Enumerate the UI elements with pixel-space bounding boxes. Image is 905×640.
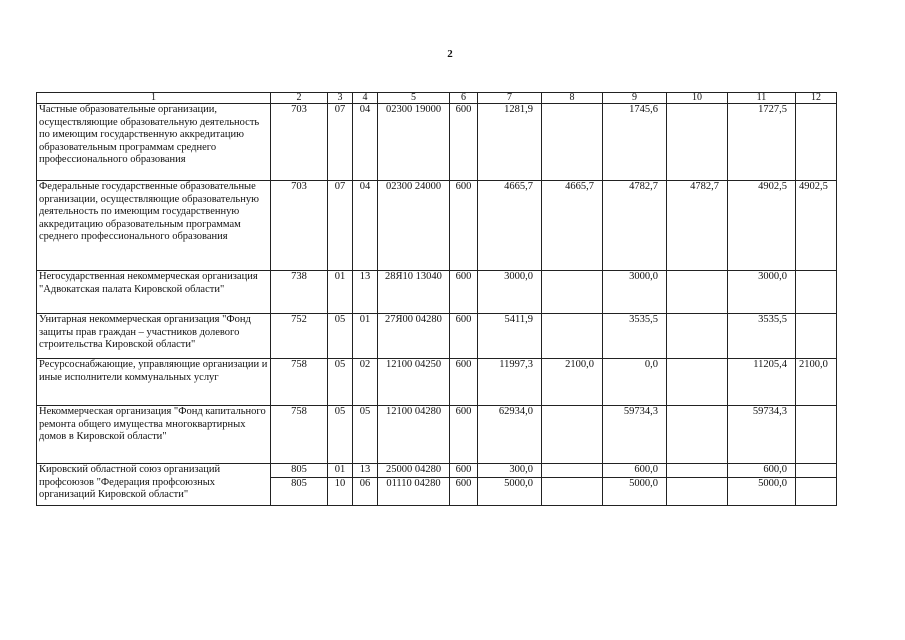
amount-cell [667, 464, 728, 478]
section-code: 07 [328, 104, 353, 181]
ministry-code: 738 [271, 271, 328, 314]
amount-cell [796, 478, 837, 506]
amount-cell: 3000,0 [603, 271, 667, 314]
amount-cell: 4665,7 [542, 181, 603, 271]
budget-table [36, 92, 837, 506]
amount-cell: 4902,5 [796, 181, 837, 271]
subsection-code: 05 [353, 406, 378, 464]
amount-cell [542, 314, 603, 359]
amount-cell: 11997,3 [478, 359, 542, 406]
section-code: 01 [328, 464, 353, 478]
expense-type-code: 600 [450, 464, 478, 478]
amount-cell: 5000,0 [478, 478, 542, 506]
amount-cell [542, 406, 603, 464]
column-header: 2 [271, 93, 328, 104]
table-row [37, 181, 837, 271]
expense-type-code: 600 [450, 478, 478, 506]
column-header: 3 [328, 93, 353, 104]
amount-cell [796, 104, 837, 181]
table-row [37, 359, 837, 406]
section-code: 05 [328, 314, 353, 359]
subsection-code: 13 [353, 271, 378, 314]
organization-name: Частные образовательные организации, осуществляющие образовательную деятельность по имеющим государственную аккредитацию образовательным программам среднего профессионального образования [37, 104, 271, 181]
amount-cell [542, 478, 603, 506]
subsection-code: 04 [353, 181, 378, 271]
amount-cell: 4902,5 [728, 181, 796, 271]
section-code: 05 [328, 406, 353, 464]
amount-cell: 1281,9 [478, 104, 542, 181]
amount-cell [542, 271, 603, 314]
table-row [37, 464, 837, 478]
ministry-code: 703 [271, 181, 328, 271]
organization-name: Негосударственная некоммерческая организация "Адвокатская палата Кировской области" [37, 271, 271, 314]
target-article-code: 01110 04280 [378, 478, 450, 506]
amount-cell [667, 359, 728, 406]
column-header: 8 [542, 93, 603, 104]
amount-cell: 11205,4 [728, 359, 796, 406]
column-header: 11 [728, 93, 796, 104]
expense-type-code: 600 [450, 406, 478, 464]
section-code: 07 [328, 181, 353, 271]
ministry-code: 758 [271, 406, 328, 464]
amount-cell: 62934,0 [478, 406, 542, 464]
ministry-code: 805 [271, 464, 328, 478]
amount-cell: 2100,0 [542, 359, 603, 406]
column-header: 4 [353, 93, 378, 104]
amount-cell: 600,0 [603, 464, 667, 478]
amount-cell [796, 314, 837, 359]
amount-cell [667, 104, 728, 181]
amount-cell: 1745,6 [603, 104, 667, 181]
target-article-code: 12100 04250 [378, 359, 450, 406]
expense-type-code: 600 [450, 104, 478, 181]
amount-cell: 5411,9 [478, 314, 542, 359]
table-row [37, 104, 837, 181]
amount-cell: 5000,0 [728, 478, 796, 506]
target-article-code: 28Я10 13040 [378, 271, 450, 314]
column-header: 6 [450, 93, 478, 104]
subsection-code: 06 [353, 478, 378, 506]
target-article-code: 02300 19000 [378, 104, 450, 181]
target-article-code: 25000 04280 [378, 464, 450, 478]
expense-type-code: 600 [450, 181, 478, 271]
amount-cell: 4782,7 [603, 181, 667, 271]
amount-cell: 300,0 [478, 464, 542, 478]
organization-name: Некоммерческая организация "Фонд капитального ремонта общего имущества многоквартирных домов в Кировской области" [37, 406, 271, 464]
organization-name: Кировский областной союз организаций профсоюзов "Федерация профсоюзных организаций Кировской области" [37, 464, 271, 506]
page-number: 2 [447, 48, 453, 60]
amount-cell: 5000,0 [603, 478, 667, 506]
amount-cell [667, 314, 728, 359]
amount-cell: 0,0 [603, 359, 667, 406]
amount-cell: 3000,0 [728, 271, 796, 314]
amount-cell [667, 478, 728, 506]
organization-name: Унитарная некоммерческая организация "Фонд защиты прав граждан – участников долевого строительства Кировской области" [37, 314, 271, 359]
amount-cell: 600,0 [728, 464, 796, 478]
amount-cell: 4782,7 [667, 181, 728, 271]
ministry-code: 805 [271, 478, 328, 506]
amount-cell [667, 271, 728, 314]
section-code: 05 [328, 359, 353, 406]
column-header: 10 [667, 93, 728, 104]
subsection-code: 01 [353, 314, 378, 359]
subsection-code: 04 [353, 104, 378, 181]
amount-cell [796, 271, 837, 314]
section-code: 01 [328, 271, 353, 314]
amount-cell [542, 464, 603, 478]
amount-cell: 1727,5 [728, 104, 796, 181]
target-article-code: 27Я00 04280 [378, 314, 450, 359]
column-header: 5 [378, 93, 450, 104]
amount-cell [542, 104, 603, 181]
expense-type-code: 600 [450, 359, 478, 406]
column-header: 7 [478, 93, 542, 104]
amount-cell: 59734,3 [728, 406, 796, 464]
table-row [37, 314, 837, 359]
amount-cell: 3535,5 [728, 314, 796, 359]
column-header: 9 [603, 93, 667, 104]
amount-cell [796, 406, 837, 464]
organization-name: Ресурсоснабжающие, управляющие организации и иные исполнители коммунальных услуг [37, 359, 271, 406]
column-number-header-row [37, 93, 837, 104]
amount-cell [796, 464, 837, 478]
amount-cell: 2100,0 [796, 359, 837, 406]
column-header: 1 [37, 93, 271, 104]
amount-cell: 4665,7 [478, 181, 542, 271]
target-article-code: 12100 04280 [378, 406, 450, 464]
table-row [37, 271, 837, 314]
ministry-code: 752 [271, 314, 328, 359]
amount-cell [667, 406, 728, 464]
amount-cell: 3535,5 [603, 314, 667, 359]
table-row [37, 406, 837, 464]
ministry-code: 758 [271, 359, 328, 406]
column-header: 12 [796, 93, 837, 104]
organization-name: Федеральные государственные образовательные организации, осуществляющие образовательную деятельность по имеющим государственную аккредитацию образовательным программам среднего профессионального образования [37, 181, 271, 271]
subsection-code: 02 [353, 359, 378, 406]
section-code: 10 [328, 478, 353, 506]
subsection-code: 13 [353, 464, 378, 478]
ministry-code: 703 [271, 104, 328, 181]
target-article-code: 02300 24000 [378, 181, 450, 271]
expense-type-code: 600 [450, 271, 478, 314]
amount-cell: 3000,0 [478, 271, 542, 314]
amount-cell: 59734,3 [603, 406, 667, 464]
expense-type-code: 600 [450, 314, 478, 359]
